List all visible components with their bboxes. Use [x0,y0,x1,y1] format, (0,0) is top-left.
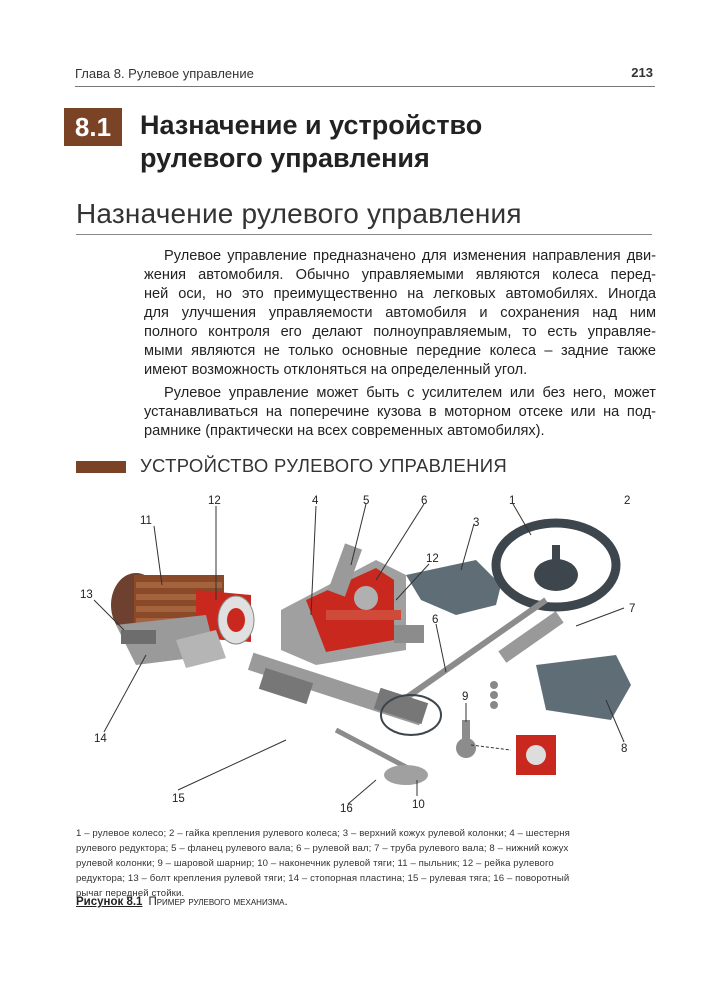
figure-legend [76,826,652,901]
callout-11: 11 [140,515,152,527]
callout-6: 6 [421,495,428,507]
callout-4: 4 [312,495,319,507]
steering-wheel-illustration [496,523,616,607]
text-line: Рулевое управление может быть с усилителем или без него, может [164,385,656,401]
legend-line: рулевой колонки; 9 – шаровой шарнир; 10 – наконечник рулевой тяги; 11 – пыльник; 12 – рейка рулевого [76,858,554,869]
paragraph [144,247,656,380]
subsection-title: Назначение рулевого управления [76,198,522,229]
callout-9: 9 [462,691,469,703]
callout-6b: 6 [432,614,439,626]
shaft-tube-illustration [498,611,563,663]
steering-rack-illustration [248,653,441,785]
chapter-title: Глава 8. Рулевое управление [75,66,254,81]
callout-1: 1 [509,495,516,507]
rack-cutaway-illustration [281,543,424,665]
figure-number: Рисунок 8.1 [76,896,143,908]
text-line: для улучшения управляемости автомобиля и сохранения над ним [144,305,656,321]
upper-cover-illustration [406,560,501,615]
callout-16: 16 [340,803,353,815]
steering-illustration [76,490,656,820]
callout-13: 13 [80,589,93,601]
legend-line: рулевого редуктора; 5 – фланец рулевого вала; 6 – рулевой вал; 7 – труба рулевого вала; 8 – нижний кожух [76,843,569,854]
subsection-title: УСТРОЙСТВО РУЛЕВОГО УПРАВЛЕНИЯ [140,455,508,476]
callout-12: 12 [208,495,221,507]
text-line: устанавливаться на поперечине кузова в моторном отсеке или на под- [144,404,656,420]
lower-cover-illustration [536,655,631,720]
paragraph [144,384,656,441]
steering-figure [76,490,656,820]
gear-housing-illustration [111,573,254,668]
callout-12b: 12 [426,553,439,565]
callout-8: 8 [621,743,628,755]
callout-5: 5 [363,495,370,507]
section-title [140,109,660,175]
callout-7: 7 [629,603,636,615]
text-line: имеют возможность отклоняться на определенный угол. [144,362,528,378]
page-number: 213 [631,65,653,80]
text-line: мыми являются не только основные передние колеса – задние также [144,343,656,359]
page-header [75,62,655,87]
figure-caption [76,896,288,908]
text-line: полного контроля его делают полноуправляемым, то есть управляе- [144,324,656,340]
legend-line: рычаг передней стойки. [76,888,185,899]
text-line: жения автомобиля. Обычно управляемыми являются колеса перед- [144,267,656,283]
heading-accent-bar [76,461,126,473]
callout-2: 2 [624,495,631,507]
callout-10: 10 [412,799,425,811]
text-line: ней оси, но это преимущественно на легковых автомобилях. Иногда [144,286,656,302]
legend-line: 1 – рулевое колесо; 2 – гайка крепления рулевого колеса; 3 – верхний кожух рулевой колонки; 4 – шестерня [76,828,570,839]
divider [76,234,652,235]
callout-3: 3 [473,517,480,529]
callout-14: 14 [94,733,107,745]
text-line: рамнике (практически на всех современных автомобилях). [144,423,545,439]
section-title-line: рулевого управления [140,143,430,173]
legend-line: редуктора; 13 – болт крепления рулевой тяги; 14 – стопорная пластина; 15 – рулевая тяга; 16 – поворотный [76,873,570,884]
section-number-badge: 8.1 [64,108,122,146]
section-title-line: Назначение и устройство [140,110,483,140]
figure-title: Пример рулевого механизма. [148,896,288,908]
callout-15: 15 [172,793,185,805]
text-line: Рулевое управление предназначено для изменения направления дви- [164,248,656,264]
